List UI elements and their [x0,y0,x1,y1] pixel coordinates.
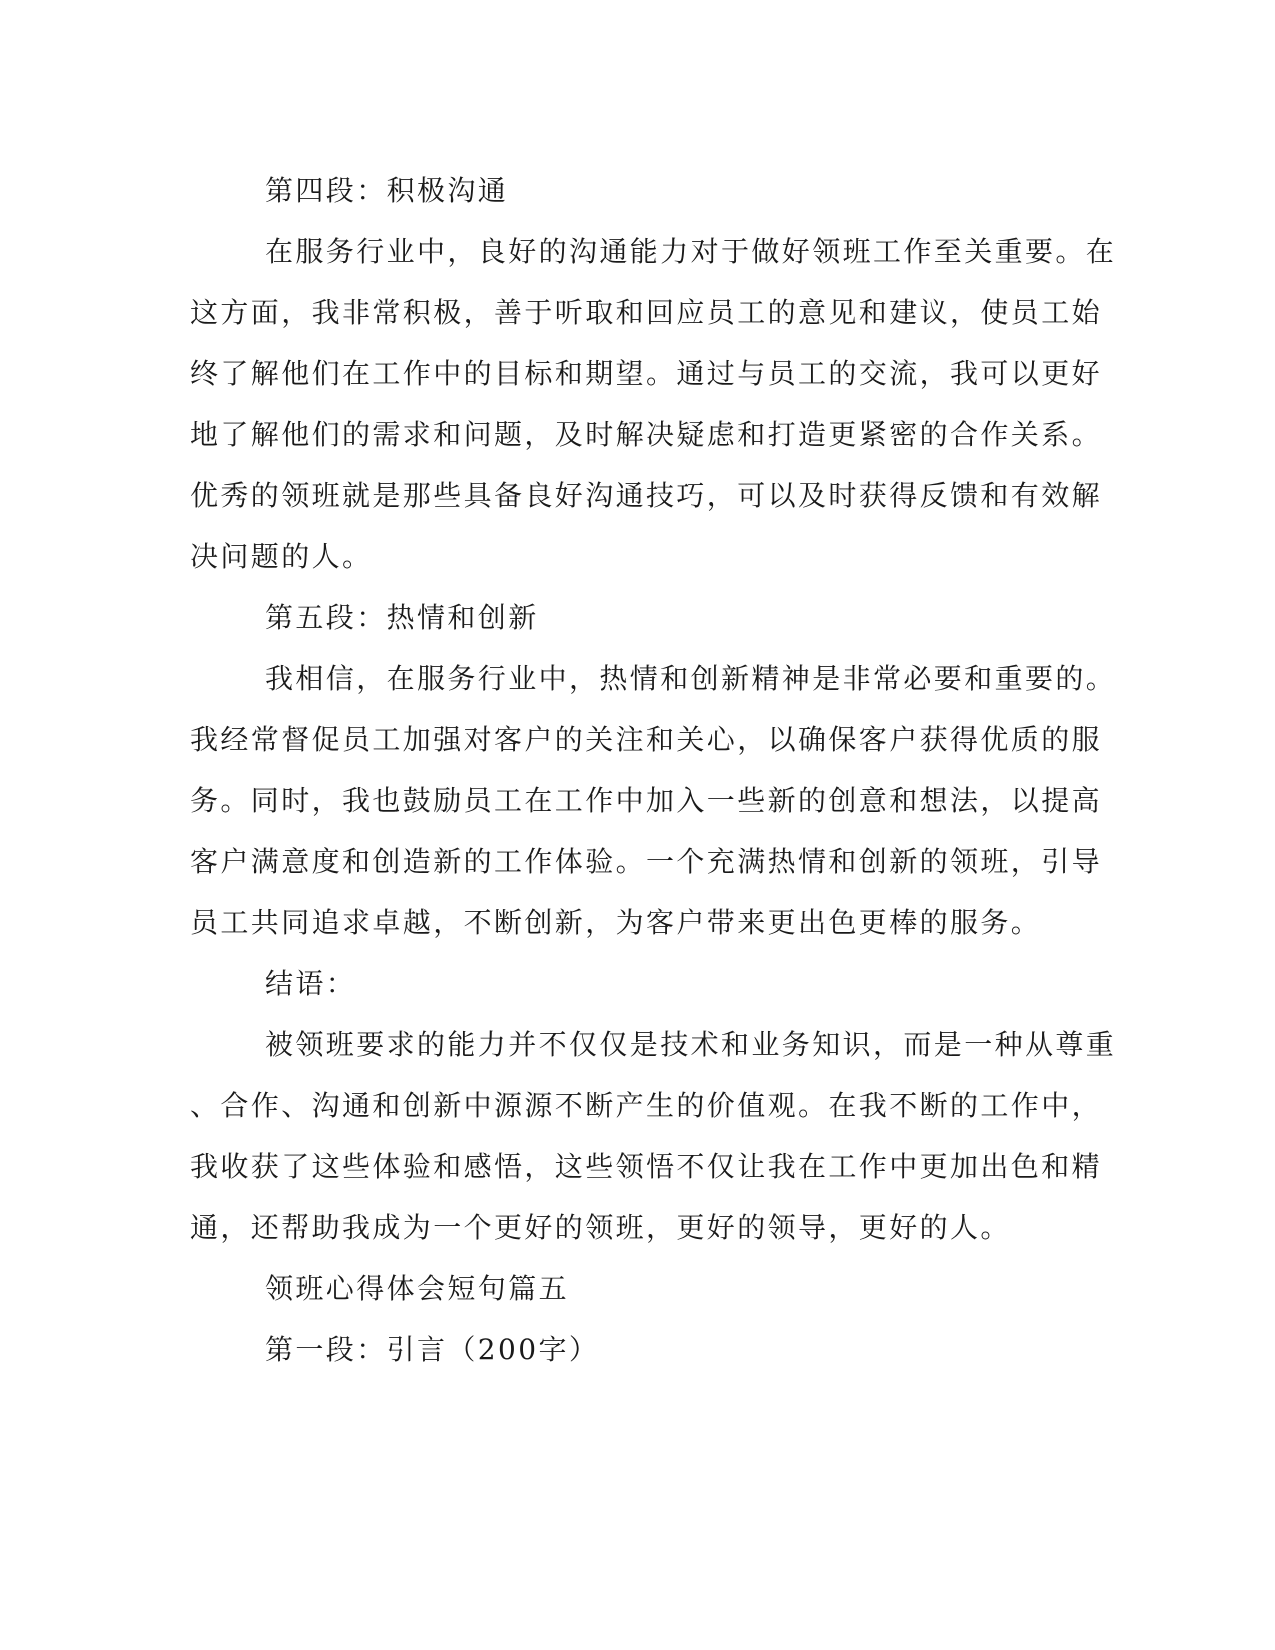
article-title: 领班心得体会短句篇五 [265,1272,570,1305]
section-heading: 第四段：积极沟通 [265,174,509,207]
paragraph-line: 决问题的人。 [190,540,373,573]
paragraph-line: 这方面，我非常积极，善于听取和回应员工的意见和建议，使员工始 [190,296,1103,329]
document-page [190,160,1117,1380]
paragraph-line: 被领班要求的能力并不仅仅是技术和业务知识，而是一种从尊重 [265,1028,1117,1061]
section-heading: 第一段：引言（200字） [265,1333,600,1366]
paragraph-line: 优秀的领班就是那些具备良好沟通技巧，可以及时获得反馈和有效解 [190,479,1103,512]
paragraph-line: 务。同时，我也鼓励员工在工作中加入一些新的创意和想法，以提高 [190,784,1103,817]
paragraph-line: 我相信，在服务行业中，热情和创新精神是非常必要和重要的。 [265,662,1117,695]
section-heading: 结语： [265,967,357,1000]
paragraph-line: 通，还帮助我成为一个更好的领班，更好的领导，更好的人。 [190,1211,1011,1244]
paragraph-line: 我收获了这些体验和感悟，这些领悟不仅让我在工作中更加出色和精 [190,1150,1103,1183]
paragraph-line: 、合作、沟通和创新中源源不断产生的价值观。在我不断的工作中， [190,1089,1103,1122]
paragraph-line: 我经常督促员工加强对客户的关注和关心，以确保客户获得优质的服 [190,723,1103,756]
paragraph-line: 客户满意度和创造新的工作体验。一个充满热情和创新的领班，引导 [190,845,1103,878]
paragraph-line: 地了解他们的需求和问题，及时解决疑虑和打造更紧密的合作关系。 [190,418,1103,451]
paragraph-line: 员工共同追求卓越，不断创新，为客户带来更出色更棒的服务。 [190,906,1042,939]
section-heading: 第五段：热情和创新 [265,601,539,634]
paragraph-line: 终了解他们在工作中的目标和期望。通过与员工的交流，我可以更好 [190,357,1103,390]
paragraph-line: 在服务行业中，良好的沟通能力对于做好领班工作至关重要。在 [265,235,1117,268]
